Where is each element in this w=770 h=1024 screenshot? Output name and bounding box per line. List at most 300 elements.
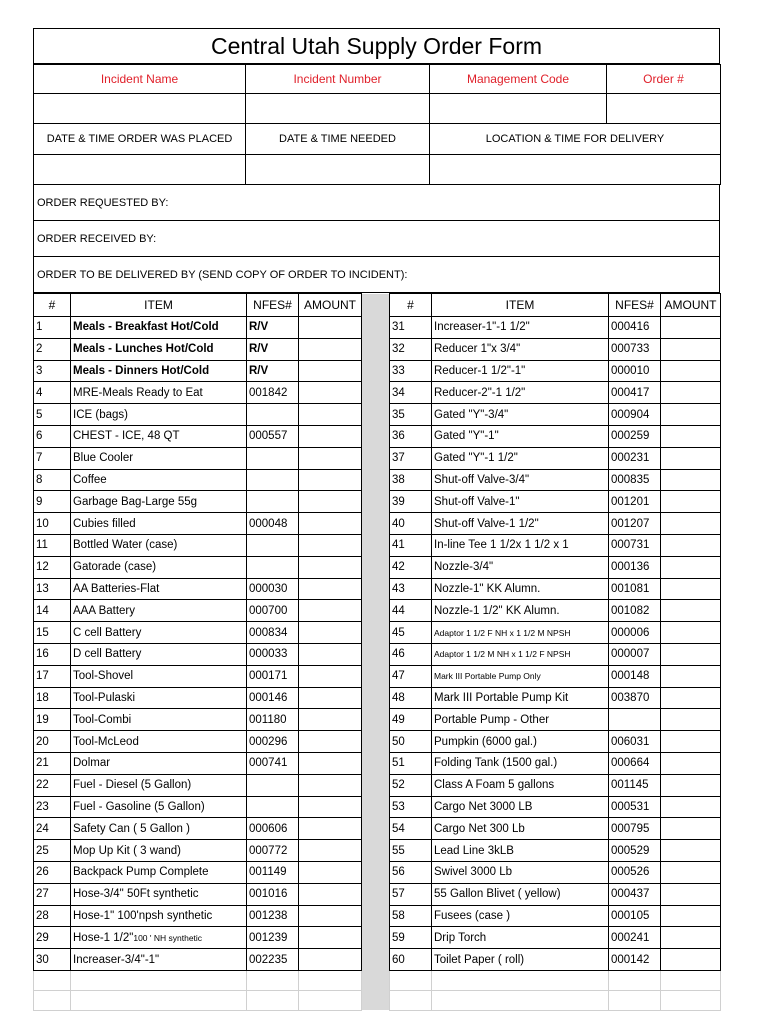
- column-divider: [362, 970, 390, 990]
- amount-field[interactable]: [661, 491, 721, 513]
- item-number: 32: [390, 338, 432, 360]
- item-name: [71, 927, 247, 949]
- amount-field[interactable]: [299, 404, 362, 426]
- item-name: MRE-Meals Ready to Eat: [71, 382, 247, 404]
- item-number: 38: [390, 469, 432, 491]
- received-by-field[interactable]: [33, 221, 720, 257]
- col-item-left: ITEM: [71, 294, 247, 317]
- item-name: Blue Cooler: [71, 447, 247, 469]
- item-number: 19: [34, 709, 71, 731]
- empty-cell[interactable]: [661, 970, 721, 990]
- amount-field[interactable]: [661, 840, 721, 862]
- item-number: 43: [390, 578, 432, 600]
- amount-field[interactable]: [661, 883, 721, 905]
- item-nfes: 000146: [247, 687, 299, 709]
- table-row: [34, 447, 721, 469]
- order-number-field[interactable]: [607, 94, 721, 124]
- item-nfes: 003870: [609, 687, 661, 709]
- amount-field[interactable]: [299, 317, 362, 339]
- item-nfes: 001149: [247, 861, 299, 883]
- item-number: 1: [34, 317, 71, 339]
- item-nfes: 000006: [609, 622, 661, 644]
- column-divider: [362, 622, 390, 644]
- location-time-field[interactable]: [430, 155, 721, 185]
- empty-cell[interactable]: [299, 970, 362, 990]
- item-nfes: 000417: [609, 382, 661, 404]
- item-nfes: 000835: [609, 469, 661, 491]
- amount-field[interactable]: [299, 600, 362, 622]
- item-nfes: 000904: [609, 404, 661, 426]
- empty-cell[interactable]: [609, 990, 661, 1010]
- item-number: 39: [390, 491, 432, 513]
- empty-cell[interactable]: [432, 970, 609, 990]
- item-nfes: 000136: [609, 556, 661, 578]
- item-number: 31: [390, 317, 432, 339]
- table-row: [34, 404, 721, 426]
- item-number: 21: [34, 752, 71, 774]
- date-time-needed-label: DATE & TIME NEEDED: [246, 124, 430, 155]
- table-row: [34, 709, 721, 731]
- delivered-by-field[interactable]: [33, 257, 720, 293]
- amount-field[interactable]: [661, 665, 721, 687]
- table-row: [34, 622, 721, 644]
- item-name: Backpack Pump Complete: [71, 861, 247, 883]
- empty-cell[interactable]: [432, 990, 609, 1010]
- amount-field[interactable]: [299, 709, 362, 731]
- item-number: 15: [34, 622, 71, 644]
- amount-field[interactable]: [661, 578, 721, 600]
- item-number: 30: [34, 949, 71, 971]
- column-divider: [362, 861, 390, 883]
- amount-field[interactable]: [299, 447, 362, 469]
- column-divider: [362, 905, 390, 927]
- amount-field[interactable]: [661, 905, 721, 927]
- item-name: In-line Tee 1 1/2x 1 1/2 x 1: [432, 534, 609, 556]
- table-row: [34, 600, 721, 622]
- column-divider: [362, 687, 390, 709]
- item-nfes: 001145: [609, 774, 661, 796]
- amount-field[interactable]: [299, 883, 362, 905]
- amount-field[interactable]: [661, 425, 721, 447]
- column-divider: [362, 774, 390, 796]
- item-name: Tool-Pulaski: [71, 687, 247, 709]
- item-name: Mop Up Kit ( 3 wand): [71, 840, 247, 862]
- item-nfes: 000772: [247, 840, 299, 862]
- item-nfes: [247, 447, 299, 469]
- col-num-left: #: [34, 294, 71, 317]
- item-name: Nozzle-1" KK Alumn.: [432, 578, 609, 600]
- item-number: 25: [34, 840, 71, 862]
- item-number: 44: [390, 600, 432, 622]
- column-divider: [362, 317, 390, 339]
- item-number: 23: [34, 796, 71, 818]
- item-name: Shut-off Valve-3/4": [432, 469, 609, 491]
- item-nfes: 000834: [247, 622, 299, 644]
- item-nfes: 000007: [609, 643, 661, 665]
- item-nfes: [247, 404, 299, 426]
- item-name: Cargo Net 300 Lb: [432, 818, 609, 840]
- item-name: Gatorade (case): [71, 556, 247, 578]
- item-nfes: 001239: [247, 927, 299, 949]
- item-name: Shut-off Valve-1": [432, 491, 609, 513]
- amount-field[interactable]: [299, 796, 362, 818]
- amount-field[interactable]: [661, 622, 721, 644]
- item-number: 49: [390, 709, 432, 731]
- item-number: 51: [390, 752, 432, 774]
- item-name: Toilet Paper ( roll): [432, 949, 609, 971]
- item-nfes: 000437: [609, 883, 661, 905]
- amount-field[interactable]: [299, 643, 362, 665]
- item-name: Tool-Shovel: [71, 665, 247, 687]
- received-by-label: ORDER RECEIVED BY:: [37, 233, 157, 245]
- column-divider: [362, 600, 390, 622]
- item-number: 40: [390, 513, 432, 535]
- item-name: Gated "Y"-1 1/2": [432, 447, 609, 469]
- column-divider: [362, 360, 390, 382]
- item-nfes: [247, 534, 299, 556]
- item-number: 55: [390, 840, 432, 862]
- table-row: [34, 360, 721, 382]
- item-number: 42: [390, 556, 432, 578]
- requested-by-field[interactable]: [33, 185, 720, 221]
- amount-field[interactable]: [299, 665, 362, 687]
- item-name: Safety Can ( 5 Gallon ): [71, 818, 247, 840]
- item-name: CHEST - ICE, 48 QT: [71, 425, 247, 447]
- amount-field[interactable]: [661, 796, 721, 818]
- item-number: 34: [390, 382, 432, 404]
- item-number: 46: [390, 643, 432, 665]
- item-nfes: 001842: [247, 382, 299, 404]
- item-name: Mark III Portable Pump Kit: [432, 687, 609, 709]
- item-name: Gated "Y"-1": [432, 425, 609, 447]
- date-time-needed-field[interactable]: [246, 155, 430, 185]
- column-divider: [362, 491, 390, 513]
- item-number: 36: [390, 425, 432, 447]
- item-nfes: 000241: [609, 927, 661, 949]
- empty-cell[interactable]: [390, 990, 432, 1010]
- item-name: Fusees (case ): [432, 905, 609, 927]
- item-number: 3: [34, 360, 71, 382]
- management-code-label: Management Code: [430, 65, 607, 94]
- item-number: 8: [34, 469, 71, 491]
- empty-cell[interactable]: [71, 990, 247, 1010]
- item-number: 54: [390, 818, 432, 840]
- empty-cell[interactable]: [390, 970, 432, 990]
- item-name-main: Hose-1 1/2": [73, 931, 134, 944]
- table-row: [34, 905, 721, 927]
- item-nfes: [247, 556, 299, 578]
- amount-field[interactable]: [661, 513, 721, 535]
- item-name: AAA Battery: [71, 600, 247, 622]
- date-time-placed-label: DATE & TIME ORDER WAS PLACED: [34, 124, 246, 155]
- amount-field[interactable]: [299, 469, 362, 491]
- table-row: [34, 643, 721, 665]
- table-row: [34, 883, 721, 905]
- item-nfes: 001081: [609, 578, 661, 600]
- item-number: 29: [34, 927, 71, 949]
- amount-field[interactable]: [661, 949, 721, 971]
- item-name: 55 Gallon Blivet ( yellow): [432, 883, 609, 905]
- amount-field[interactable]: [299, 491, 362, 513]
- empty-cell[interactable]: [71, 970, 247, 990]
- item-number: 12: [34, 556, 71, 578]
- amount-field[interactable]: [661, 643, 721, 665]
- column-divider: [362, 883, 390, 905]
- item-nfes: 000030: [247, 578, 299, 600]
- table-row: [34, 338, 721, 360]
- table-row: [34, 949, 721, 971]
- item-number: 37: [390, 447, 432, 469]
- item-nfes: 000148: [609, 665, 661, 687]
- column-divider: [362, 752, 390, 774]
- item-name: Coffee: [71, 469, 247, 491]
- amount-field[interactable]: [661, 709, 721, 731]
- amount-field[interactable]: [661, 317, 721, 339]
- item-nfes: 000606: [247, 818, 299, 840]
- item-nfes: 000231: [609, 447, 661, 469]
- item-number: 59: [390, 927, 432, 949]
- item-name: Drip Torch: [432, 927, 609, 949]
- item-name: Meals - Lunches Hot/Cold: [71, 338, 247, 360]
- amount-field[interactable]: [299, 556, 362, 578]
- item-number: 50: [390, 731, 432, 753]
- item-name: AA Batteries-Flat: [71, 578, 247, 600]
- item-nfes: 000529: [609, 840, 661, 862]
- empty-cell[interactable]: [247, 970, 299, 990]
- table-row: [34, 752, 721, 774]
- item-number: 58: [390, 905, 432, 927]
- amount-field[interactable]: [661, 774, 721, 796]
- item-number: 4: [34, 382, 71, 404]
- column-divider: [362, 338, 390, 360]
- item-name: Adaptor 1 1/2 F NH x 1 1/2 M NPSH: [432, 622, 609, 644]
- amount-field[interactable]: [661, 556, 721, 578]
- item-nfes: 000733: [609, 338, 661, 360]
- item-nfes: [609, 709, 661, 731]
- item-number: 16: [34, 643, 71, 665]
- column-divider: [362, 840, 390, 862]
- column-divider: [362, 949, 390, 971]
- item-nfes: 000010: [609, 360, 661, 382]
- amount-field[interactable]: [299, 425, 362, 447]
- column-divider: [362, 534, 390, 556]
- item-name: Lead Line 3kLB: [432, 840, 609, 862]
- delivered-by-label: ORDER TO BE DELIVERED BY (SEND COPY OF ORDER TO INCIDENT):: [37, 269, 408, 281]
- amount-field[interactable]: [299, 687, 362, 709]
- amount-field[interactable]: [299, 622, 362, 644]
- item-number: 6: [34, 425, 71, 447]
- table-row: [34, 840, 721, 862]
- table-row: [34, 774, 721, 796]
- amount-field[interactable]: [299, 513, 362, 535]
- item-name: Fuel - Diesel (5 Gallon): [71, 774, 247, 796]
- amount-field[interactable]: [661, 752, 721, 774]
- amount-field[interactable]: [299, 927, 362, 949]
- column-divider: [362, 382, 390, 404]
- item-number: 18: [34, 687, 71, 709]
- header-table: [33, 64, 721, 185]
- amount-field[interactable]: [299, 578, 362, 600]
- item-nfes: 000416: [609, 317, 661, 339]
- date-time-placed-field[interactable]: [34, 155, 246, 185]
- amount-field[interactable]: [299, 861, 362, 883]
- item-name: C cell Battery: [71, 622, 247, 644]
- table-row: [34, 469, 721, 491]
- item-name: D cell Battery: [71, 643, 247, 665]
- column-divider: [362, 404, 390, 426]
- table-row: [34, 382, 721, 404]
- amount-field[interactable]: [299, 731, 362, 753]
- item-nfes: 000142: [609, 949, 661, 971]
- col-amount-right: AMOUNT: [661, 294, 721, 317]
- item-name: Reducer-2"-1 1/2": [432, 382, 609, 404]
- item-nfes: 000700: [247, 600, 299, 622]
- column-divider: [362, 556, 390, 578]
- item-nfes: R/V: [247, 317, 299, 339]
- table-row: [34, 861, 721, 883]
- order-number-label: Order #: [607, 65, 721, 94]
- item-number: 45: [390, 622, 432, 644]
- order-form: [33, 28, 720, 1011]
- item-name: Fuel - Gasoline (5 Gallon): [71, 796, 247, 818]
- item-number: 41: [390, 534, 432, 556]
- item-name: Hose-1" 100'npsh synthetic: [71, 905, 247, 927]
- item-nfes: 000259: [609, 425, 661, 447]
- item-nfes: 002235: [247, 949, 299, 971]
- table-row: [34, 687, 721, 709]
- item-number: 22: [34, 774, 71, 796]
- column-divider: [362, 469, 390, 491]
- empty-cell[interactable]: [661, 990, 721, 1010]
- incident-number-label: Incident Number: [246, 65, 430, 94]
- column-divider: [362, 731, 390, 753]
- amount-field[interactable]: [299, 752, 362, 774]
- item-nfes: 000795: [609, 818, 661, 840]
- item-name: Folding Tank (1500 gal.): [432, 752, 609, 774]
- incident-name-label: Incident Name: [34, 65, 246, 94]
- empty-row: [34, 990, 721, 1010]
- item-number: 5: [34, 404, 71, 426]
- table-row: [34, 425, 721, 447]
- item-number: 14: [34, 600, 71, 622]
- amount-field[interactable]: [661, 927, 721, 949]
- item-nfes: R/V: [247, 360, 299, 382]
- empty-cell[interactable]: [34, 990, 71, 1010]
- table-row: [34, 665, 721, 687]
- item-number: 52: [390, 774, 432, 796]
- item-nfes: 001016: [247, 883, 299, 905]
- amount-field[interactable]: [661, 447, 721, 469]
- item-nfes: 001180: [247, 709, 299, 731]
- amount-field[interactable]: [299, 905, 362, 927]
- item-number: 7: [34, 447, 71, 469]
- empty-cell[interactable]: [609, 970, 661, 990]
- item-nfes: 000731: [609, 534, 661, 556]
- item-number: 53: [390, 796, 432, 818]
- column-divider: [362, 643, 390, 665]
- location-time-label: LOCATION & TIME FOR DELIVERY: [430, 124, 721, 155]
- item-nfes: [247, 491, 299, 513]
- item-nfes: R/V: [247, 338, 299, 360]
- amount-field[interactable]: [299, 840, 362, 862]
- item-nfes: 000033: [247, 643, 299, 665]
- col-nfes-left: NFES#: [247, 294, 299, 317]
- amount-field[interactable]: [299, 534, 362, 556]
- table-row: [34, 578, 721, 600]
- col-num-right: #: [390, 294, 432, 317]
- column-divider: [362, 927, 390, 949]
- amount-field[interactable]: [661, 534, 721, 556]
- table-row: [34, 796, 721, 818]
- item-nfes: 000741: [247, 752, 299, 774]
- item-nfes: 001082: [609, 600, 661, 622]
- empty-cell[interactable]: [299, 990, 362, 1010]
- amount-field[interactable]: [661, 382, 721, 404]
- amount-field[interactable]: [299, 774, 362, 796]
- item-number: 33: [390, 360, 432, 382]
- item-name: Mark III Portable Pump Only: [432, 665, 609, 687]
- incident-number-field[interactable]: [246, 94, 430, 124]
- item-number: 27: [34, 883, 71, 905]
- item-name: Shut-off Valve-1 1/2": [432, 513, 609, 535]
- amount-field[interactable]: [299, 338, 362, 360]
- requested-by-label: ORDER REQUESTED BY:: [37, 197, 169, 209]
- amount-field[interactable]: [661, 687, 721, 709]
- empty-cell[interactable]: [247, 990, 299, 1010]
- incident-name-field[interactable]: [34, 94, 246, 124]
- column-divider: [362, 513, 390, 535]
- table-row: [34, 534, 721, 556]
- item-number: 20: [34, 731, 71, 753]
- item-number: 2: [34, 338, 71, 360]
- item-number: 35: [390, 404, 432, 426]
- amount-field[interactable]: [661, 404, 721, 426]
- item-name: Garbage Bag-Large 55g: [71, 491, 247, 513]
- item-name: Hose-3/4" 50Ft synthetic: [71, 883, 247, 905]
- amount-field[interactable]: [661, 861, 721, 883]
- item-name: Reducer 1"x 3/4": [432, 338, 609, 360]
- amount-field[interactable]: [661, 818, 721, 840]
- item-number: 56: [390, 861, 432, 883]
- column-divider: [362, 447, 390, 469]
- table-row: [34, 491, 721, 513]
- form-title: Central Utah Supply Order Form: [33, 28, 720, 64]
- item-name: Nozzle-3/4": [432, 556, 609, 578]
- item-name: Reducer-1 1/2"-1": [432, 360, 609, 382]
- amount-field[interactable]: [661, 731, 721, 753]
- amount-field[interactable]: [661, 338, 721, 360]
- empty-cell[interactable]: [34, 970, 71, 990]
- item-nfes: [247, 796, 299, 818]
- item-nfes: 001201: [609, 491, 661, 513]
- item-name: Cargo Net 3000 LB: [432, 796, 609, 818]
- item-name: Class A Foam 5 gallons: [432, 774, 609, 796]
- table-row: [34, 731, 721, 753]
- amount-field[interactable]: [661, 360, 721, 382]
- amount-field[interactable]: [661, 600, 721, 622]
- column-divider: [362, 818, 390, 840]
- amount-field[interactable]: [299, 360, 362, 382]
- item-nfes: [247, 774, 299, 796]
- col-amount-left: AMOUNT: [299, 294, 362, 317]
- item-name: Tool-McLeod: [71, 731, 247, 753]
- amount-field[interactable]: [299, 818, 362, 840]
- amount-field[interactable]: [299, 949, 362, 971]
- amount-field[interactable]: [299, 382, 362, 404]
- item-number: 11: [34, 534, 71, 556]
- amount-field[interactable]: [661, 469, 721, 491]
- management-code-field[interactable]: [430, 94, 607, 124]
